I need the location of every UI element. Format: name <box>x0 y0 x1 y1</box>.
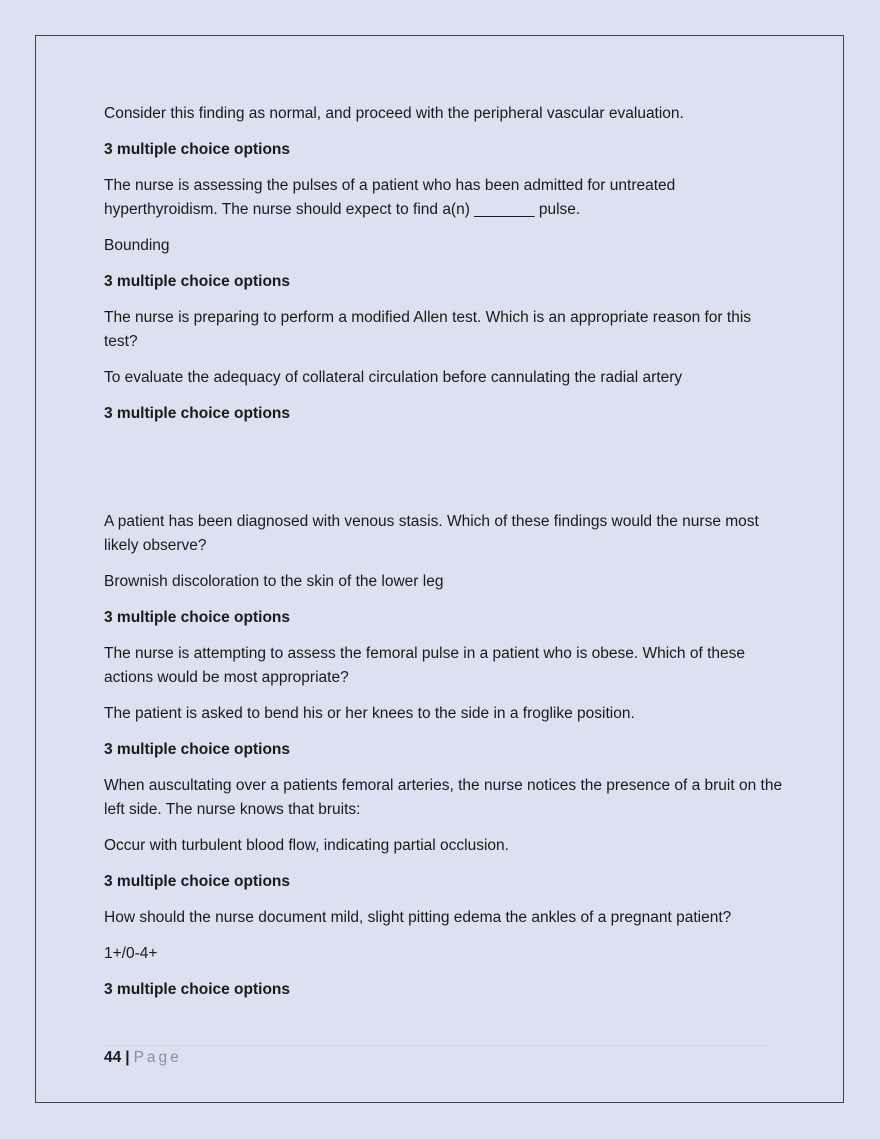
answer: To evaluate the adequacy of collateral circulation before cannulating the radial artery <box>104 369 683 386</box>
options-label: 3 multiple choice options <box>104 405 291 422</box>
answer: 1+/0-4+ <box>104 945 158 962</box>
question: The nurse is preparing to perform a modified Allen test. Which is an appropriate reason for this test? <box>104 309 752 350</box>
options-label: 3 multiple choice options <box>104 741 291 758</box>
page-footer <box>104 1045 768 1070</box>
options-label: 3 multiple choice options <box>104 609 291 626</box>
options-label: 3 multiple choice options <box>104 981 291 998</box>
footer-separator: | <box>125 1049 130 1066</box>
question: The nurse is attempting to assess the femoral pulse in a patient who is obese. Which of these actions would be most appropriate? <box>104 645 746 686</box>
question: How should the nurse document mild, slight pitting edema the ankles of a pregnant patient? <box>104 909 732 926</box>
question: A patient has been diagnosed with venous stasis. Which of these findings would the nurse most likely observe? <box>104 513 759 554</box>
options-label: 3 multiple choice options <box>104 873 291 890</box>
paragraph: Consider this finding as normal, and proceed with the peripheral vascular evaluation. <box>104 105 684 122</box>
question: The nurse is assessing the pulses of a patient who has been admitted for untreated hyperthyroidism. The nurse should expect to find a(n) _______ pulse. <box>104 177 676 218</box>
question: When auscultating over a patients femoral arteries, the nurse notices the presence of a bruit on the left side. The nurse knows that bruits: <box>104 777 783 818</box>
page-content <box>104 102 784 1014</box>
answer: Bounding <box>104 237 170 254</box>
options-label: 3 multiple choice options <box>104 141 291 158</box>
answer: The patient is asked to bend his or her knees to the side in a froglike position. <box>104 705 635 722</box>
answer: Occur with turbulent blood flow, indicating partial occlusion. <box>104 837 509 854</box>
page-word: Page <box>133 1049 182 1066</box>
options-label: 3 multiple choice options <box>104 273 291 290</box>
spacer <box>104 438 784 510</box>
page-number: 44 <box>104 1049 122 1066</box>
answer: Brownish discoloration to the skin of the lower leg <box>104 573 444 590</box>
